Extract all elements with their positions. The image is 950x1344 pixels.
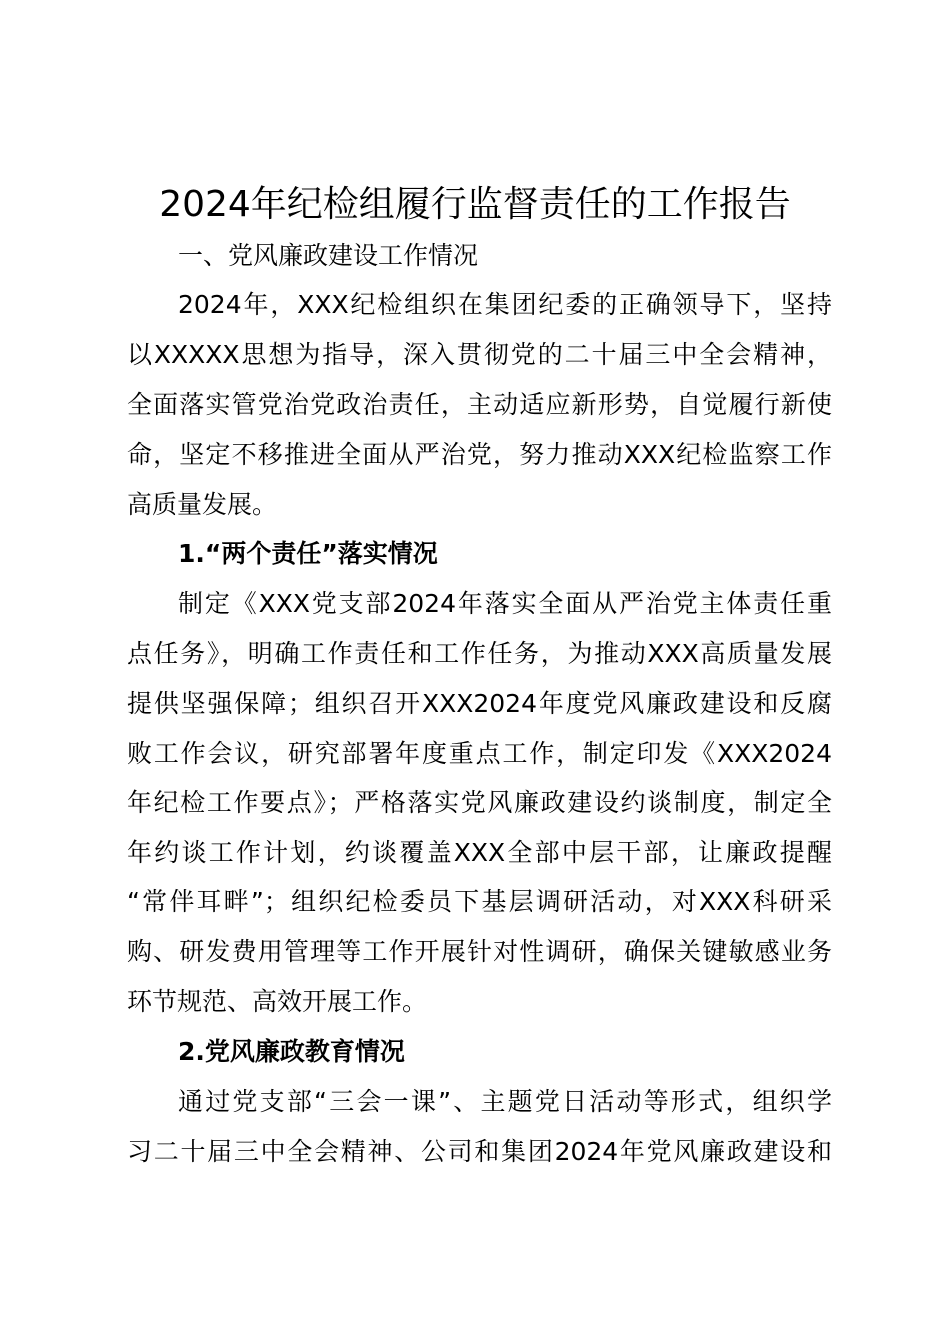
paragraph-line: 命，坚定不移推进全面从严治党，努力推动XXX纪检监察工作: [127, 440, 832, 469]
paragraph-line: 高质量发展。: [127, 490, 278, 519]
section-heading: 一、党风廉政建设工作情况: [178, 241, 479, 270]
paragraph-line: 提供坚强保障；组织召开XXX2024年度党风廉政建设和反腐: [127, 689, 832, 718]
paragraph-line: 点任务》，明确工作责任和工作任务，为推动XXX高质量发展: [127, 639, 832, 668]
paragraph-line: 年纪检工作要点》；严格落实党风廉政建设约谈制度，制定全: [127, 788, 832, 817]
paragraph-line: 环节规范、高效开展工作。: [127, 987, 428, 1016]
paragraph-line: 2024年，XXX纪检组织在集团纪委的正确领导下，坚持: [178, 290, 832, 319]
paragraph-line: 以XXXXX思想为指导，深入贯彻党的二十届三中全会精神，: [127, 340, 832, 369]
paragraph-line: 购、研发费用管理等工作开展针对性调研，确保关键敏感业务: [127, 937, 832, 966]
paragraph-line: 制定《XXX党支部2024年落实全面从严治党主体责任重: [178, 589, 832, 618]
paragraph-line: 年约谈工作计划，约谈覆盖XXX全部中层干部，让廉政提醒: [127, 838, 832, 867]
subsection-heading: 2.党风廉政教育情况: [178, 1037, 405, 1066]
paragraph-line: 败工作会议，研究部署年度重点工作，制定印发《XXX2024: [127, 739, 832, 768]
paragraph-line: 通过党支部“三会一课”、主题党日活动等形式，组织学: [178, 1087, 832, 1116]
paragraph-line: “常伴耳畔”；组织纪检委员下基层调研活动，对XXX科研采: [127, 887, 832, 916]
paragraph-line: 全面落实管党治党政治责任，主动适应新形势，自觉履行新使: [127, 390, 832, 419]
document-title: 2024年纪检组履行监督责任的工作报告: [159, 184, 791, 225]
paragraph-line: 习二十届三中全会精神、公司和集团2024年党风廉政建设和: [127, 1137, 832, 1166]
subsection-heading: 1.“两个责任”落实情况: [178, 539, 438, 568]
